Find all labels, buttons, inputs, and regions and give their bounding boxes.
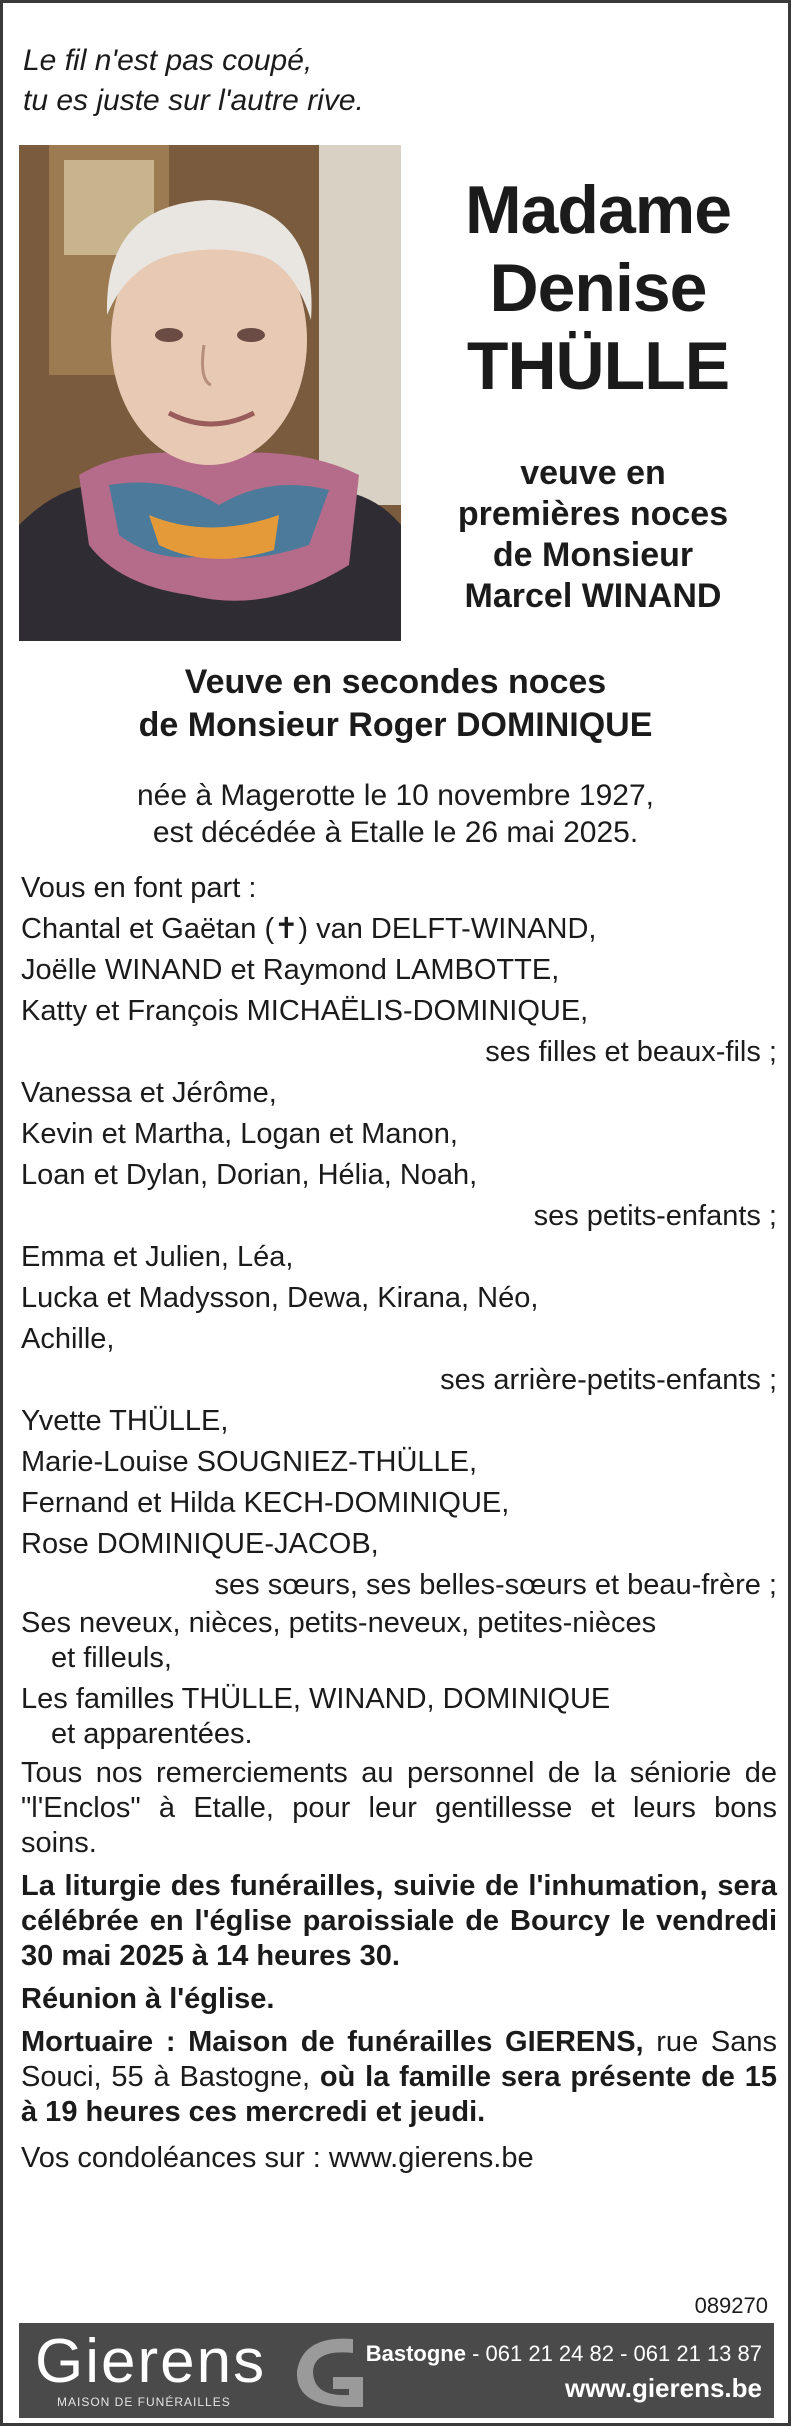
- funeral-home-logo: Gierens: [35, 2327, 267, 2396]
- name-line: Madame: [464, 172, 732, 248]
- family-line: Chantal et Gaëtan (✝) van DELFT-WINAND,: [21, 913, 597, 945]
- second-marriage: [3, 661, 788, 747]
- relation-label: ses arrière-petits-enfants ;: [440, 1364, 777, 1396]
- widow-line: premières noces: [457, 495, 729, 533]
- funeral-home-subtitle: MAISON DE FUNÉRAILLES: [57, 2395, 231, 2409]
- funeral-home-contact: [366, 2337, 762, 2405]
- poem-quote: [23, 41, 364, 121]
- family-line: Fernand et Hilda KECH-DOMINIQUE,: [21, 1487, 510, 1519]
- family-line: et filleuls,: [51, 1642, 172, 1674]
- family-line: Emma et Julien, Léa,: [21, 1241, 294, 1273]
- portrait-photo: [19, 145, 401, 641]
- widow-line: de Monsieur Roger DOMINIQUE: [138, 706, 653, 744]
- family-line: Ses neveux, nièces, petits-neveux, petites-nièces: [21, 1607, 657, 1639]
- family-line: Joëlle WINAND et Raymond LAMBOTTE,: [21, 954, 560, 986]
- logo-mark-icon: [283, 2327, 373, 2415]
- announce-intro: Vous en font part :: [21, 872, 257, 904]
- portrait-illustration: [19, 145, 401, 641]
- contact-phones: - 061 21 24 82 - 061 21 13 87: [465, 2341, 762, 2366]
- relation-label: ses petits-enfants ;: [533, 1200, 777, 1232]
- condolences-line: Vos condoléances sur : www.gierens.be: [21, 2142, 534, 2174]
- widow-line: Veuve en secondes noces: [184, 663, 607, 701]
- first-marriage: [433, 453, 753, 617]
- liturgy-paragraph: La liturgie des funérailles, suivie de l'inhumation, sera célébrée en l'église paroissiale de Bourcy le vendredi 30 mai 2025 à 14 heures 30.: [21, 1870, 777, 1972]
- funeral-home-footer: [19, 2323, 774, 2418]
- widow-line: de Monsieur: [492, 536, 694, 574]
- date-line: née à Magerotte le 10 novembre 1927,: [136, 779, 655, 812]
- date-line: est décédée à Etalle le 26 mai 2025.: [152, 816, 639, 849]
- name-line: Denise: [489, 250, 707, 326]
- family-line: Katty et François MICHAËLIS-DOMINIQUE,: [21, 995, 589, 1027]
- thanks-paragraph: Tous nos remerciements au personnel de la séniorie de "l'Enclos" à Etalle, pour leur gentillesse et leurs bons soins.: [21, 1757, 777, 1859]
- family-line: et apparentées.: [51, 1718, 253, 1750]
- family-line: Achille,: [21, 1323, 115, 1355]
- contact-city: Bastogne: [365, 2341, 466, 2366]
- reference-number: 089270: [694, 2293, 768, 2318]
- website-link[interactable]: www.gierens.be: [565, 2373, 762, 2403]
- mortuary-address: rue Sans Souci, 55 à Bastogne,: [21, 2026, 777, 2093]
- widow-line: Marcel WINAND: [464, 577, 722, 615]
- mortuary-label: Mortuaire : Maison de funérailles GIERENS,: [21, 2026, 644, 2058]
- announcement-body: [21, 868, 777, 2179]
- family-line: Yvette THÜLLE,: [21, 1405, 229, 1437]
- widow-line: veuve en: [520, 454, 666, 492]
- family-line: Rose DOMINIQUE-JACOB,: [21, 1528, 379, 1560]
- poem-line: Le fil n'est pas coupé,: [23, 44, 313, 77]
- family-line: Marie-Louise SOUGNIEZ-THÜLLE,: [21, 1446, 478, 1478]
- family-line: Loan et Dylan, Dorian, Hélia, Noah,: [21, 1159, 478, 1191]
- mortuary-visiting-hours: où la famille sera présente de 15 à 19 heures ces mercredi et jeudi.: [21, 2061, 778, 2128]
- family-line: Les familles THÜLLE, WINAND, DOMINIQUE: [21, 1683, 611, 1715]
- poem-line: tu es juste sur l'autre rive.: [23, 84, 364, 117]
- birth-death-dates: [3, 777, 788, 851]
- relation-label: ses filles et beaux-fils ;: [485, 1036, 777, 1068]
- family-line: Lucka et Madysson, Dewa, Kirana, Néo,: [21, 1282, 539, 1314]
- meeting-note: Réunion à l'église.: [21, 1983, 275, 2015]
- deceased-name: [423, 171, 773, 405]
- name-line: THÜLLE: [466, 328, 730, 404]
- mortuary-paragraph: [21, 2025, 777, 2130]
- relation-label: ses sœurs, ses belles-sœurs et beau-frère ;: [214, 1569, 777, 1601]
- family-line: Vanessa et Jérôme,: [21, 1077, 277, 1109]
- family-line: Kevin et Martha, Logan et Manon,: [21, 1118, 458, 1150]
